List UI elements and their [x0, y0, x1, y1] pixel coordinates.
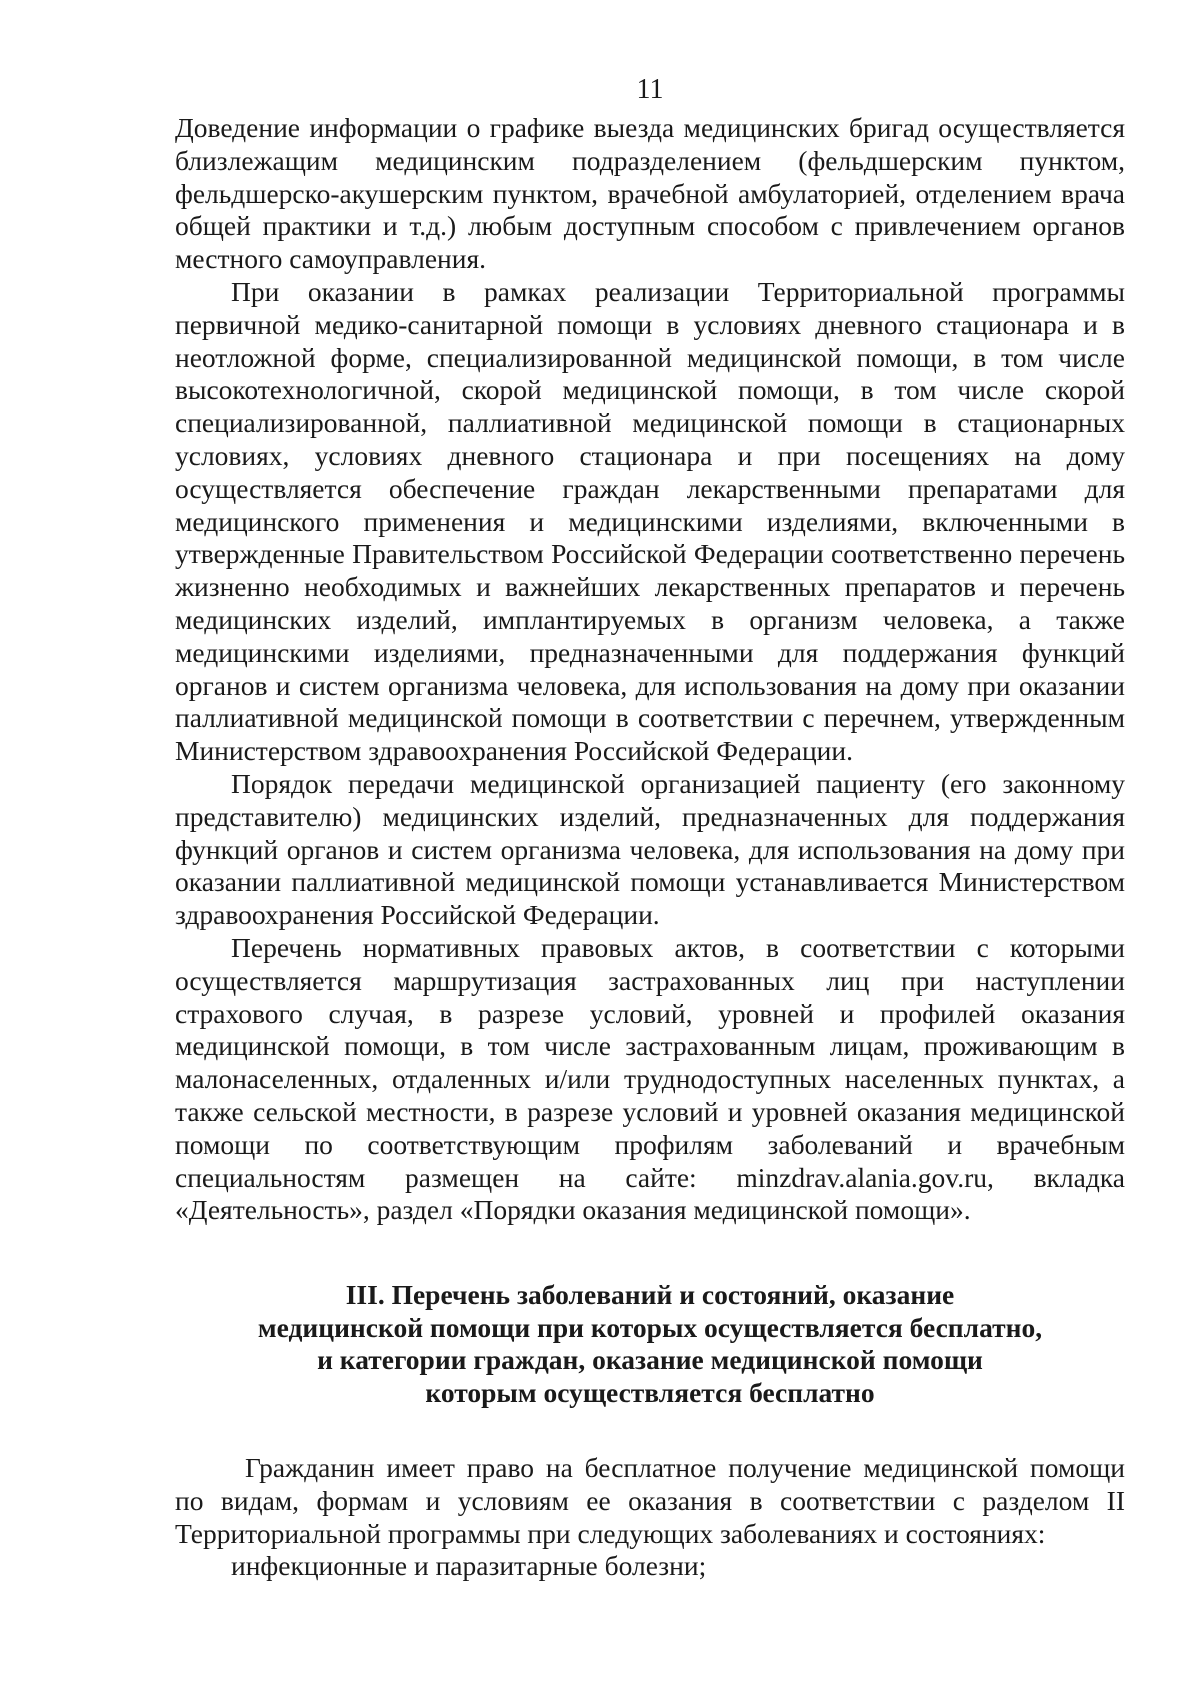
- section-heading-line: и категории граждан, оказание медицинской помощи: [317, 1344, 983, 1375]
- section-heading-line: медицинской помощи при которых осуществляется бесплатно,: [257, 1311, 1043, 1343]
- section-heading-line: которым осуществляется бесплатно: [425, 1376, 875, 1408]
- body-text: [175, 112, 1125, 1227]
- page-number: 11: [636, 74, 664, 105]
- section-heading: [175, 1279, 1125, 1409]
- section-body: [175, 1452, 1125, 1583]
- paragraph-brigade-schedule: Доведение информации о графике выезда медицинских бригад осуществляется близлежащим медицинским подразделением (фельдшерским пунктом, фельдшерско-акушерским пунктом, врачебной амбулаторией, отделением врача общей практики и т.д.) любым доступным способом с привлечением органов местного самоуправления.: [175, 112, 1125, 275]
- list-item: инфекционные и паразитарные болезни;: [231, 1550, 707, 1582]
- section-heading-line: III. Перечень заболеваний и состояний, оказание: [345, 1279, 955, 1310]
- paragraph-routing-acts: Перечень нормативных правовых актов, в соответствии с которыми осуществляется маршрутизация застрахованных лиц при наступлении страхового случая, в разрезе условий, уровней и профилей оказания медицинской помощи, в том числе застрахованным лицам, проживающим в малонаселенных, отдаленных и/или труднодоступных населенных пунктах, а также сельской местности, в разрезе условий и уровней оказания медицинской помощи по соответствующим профилям заболеваний и врачебным специальностям размещен на сайте: minzdrav.alania.gov.ru, вкладка «Деятельность», раздел «Порядки оказания медицинской помощи».: [175, 931, 1125, 1226]
- paragraph-drug-provision: При оказании в рамках реализации Территориальной программы первичной медико-санитарной помощи в условиях дневного стационара и в неотложной форме, специализированной медицинской помощи, в том числе высокотехнологичной, скорой медицинской помощи, в том числе скорой специализированной, паллиативной медицинской помощи в стационарных условиях, условиях дневного стационара и при посещениях на дому осуществляется обеспечение граждан лекарственными препаратами для медицинского применения и медицинскими изделиями, включенными в утвержденные Правительством Российской Федерации соответственно перечень жизненно необходимых и важнейших лекарственных препаратов и перечень медицинских изделий, имплантируемых в организм человека, а также медицинскими изделиями, предназначенными для поддержания функций органов и систем организма человека, для использования на дому при оказании паллиативной медицинской помощи в соответствии с перечнем, утвержденным Министерством здравоохранения Российской Федерации.: [175, 275, 1125, 767]
- paragraph-device-transfer: Порядок передачи медицинской организацией пациенту (его законному представителю) медицинских изделий, предназначенных для поддержания функций органов и систем организма человека, для использования на дому при оказании паллиативной медицинской помощи устанавливается Министерством здравоохранения Российской Федерации.: [175, 767, 1125, 931]
- paragraph-citizen-rights: Гражданин имеет право на бесплатное получение медицинской помощи по видам, формам и условиям ее оказания в соответствии с разделом II Территориальной программы при следующих заболеваниях и состояниях:: [175, 1452, 1125, 1549]
